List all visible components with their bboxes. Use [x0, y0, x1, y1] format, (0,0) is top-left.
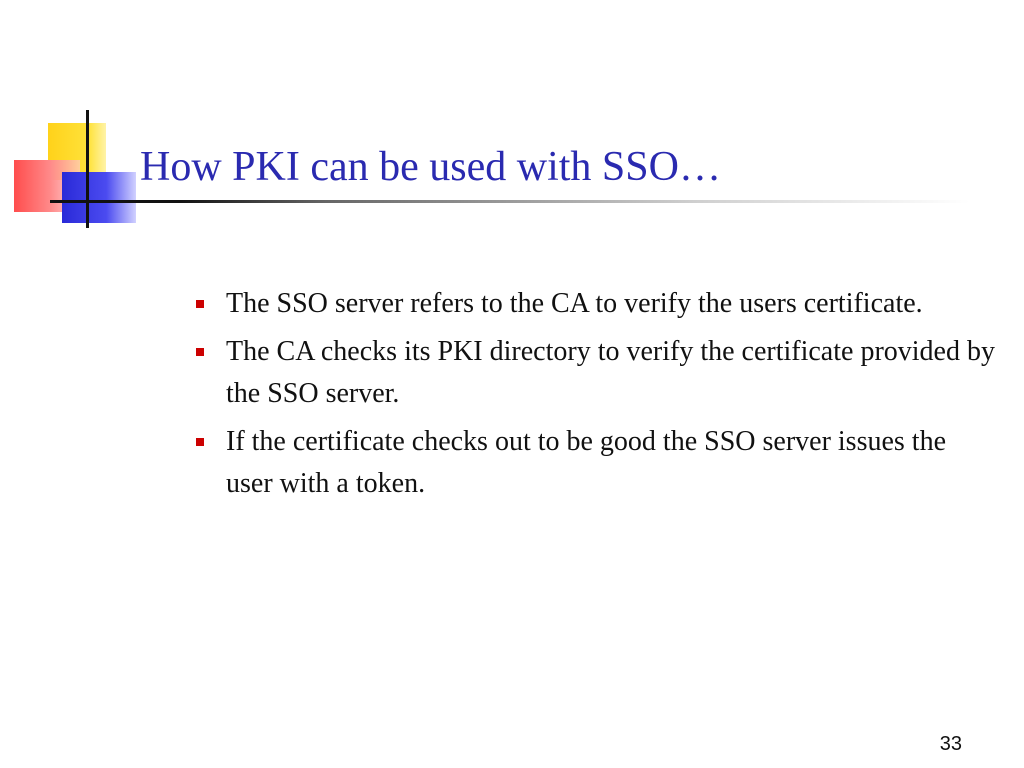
bullet-text: The CA checks its PKI directory to verify the certificate provided by the SSO server.: [226, 336, 995, 409]
bullet-item: [194, 283, 999, 325]
slide-title: How PKI can be used with SSO…: [140, 144, 721, 190]
bullet-text: If the certificate checks out to be good the SSO server issues the user with a token.: [226, 426, 947, 499]
blue-square-decoration: [62, 172, 136, 223]
bullet-item: [194, 331, 999, 415]
square-bullet-icon: [196, 300, 204, 308]
decorative-logo-squares: [0, 0, 140, 240]
bullet-list: [194, 283, 999, 511]
bullet-text: The SSO server refers to the CA to verify the users certificate.: [226, 288, 923, 319]
page-number: 33: [939, 733, 962, 755]
bullet-item: [194, 421, 999, 505]
title-underline-rule: [50, 200, 970, 203]
vertical-rule-decoration: [86, 110, 89, 228]
square-bullet-icon: [196, 438, 204, 446]
square-bullet-icon: [196, 348, 204, 356]
